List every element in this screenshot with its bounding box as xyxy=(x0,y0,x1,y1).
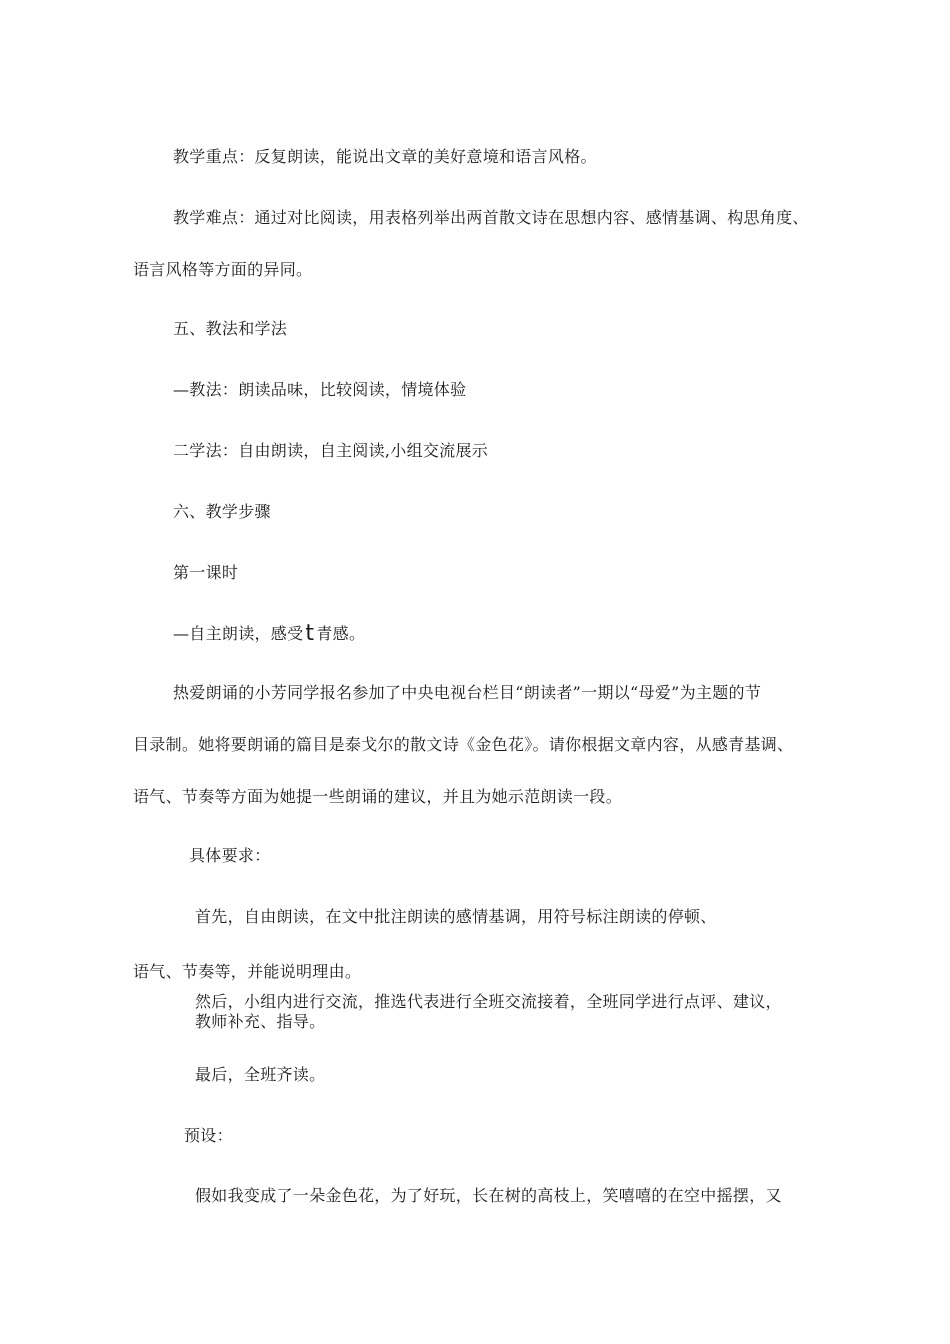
self-reading-text-a: —自主朗读，感受 xyxy=(173,624,304,643)
task-paragraph-line-1: 热爱朗诵的小芳同学报名参加了中央电视台栏目“朗读者”一期以“母爱”为主题的节 xyxy=(173,683,762,702)
self-reading-heading xyxy=(173,621,366,646)
teaching-difficulty-line-2: 语言风格等方面的异同。 xyxy=(133,260,313,279)
teaching-focus-line: 教学重点：反复朗读，能说出文章的美好意境和语言风格。 xyxy=(173,147,597,166)
task-paragraph-line-3: 语气、节奏等方面为她提一些朗诵的建议，并且为她示范朗读一段。 xyxy=(133,787,623,806)
step-then-line-2: 教师补充、指导。 xyxy=(195,1012,326,1031)
teaching-method-line: —教法：朗读品味，比较阅读，情境体验 xyxy=(173,380,467,399)
teaching-difficulty-line-1: 教学难点：通过对比阅读，用表格列举出两首散文诗在思想内容、感情基调、构思角度、 xyxy=(173,208,809,227)
first-lesson-heading: 第一课时 xyxy=(173,563,239,582)
preset-heading: 预设： xyxy=(184,1126,233,1145)
task-paragraph-line-2: 目录制。她将要朗诵的篇目是泰戈尔的散文诗《金色花》。请你根据文章内容，从感青基调、 xyxy=(133,735,794,754)
requirements-heading: 具体要求： xyxy=(189,846,271,865)
preset-text-line: 假如我变成了一朵金色花，为了好玩，长在树的高枝上，笑嘻嘻的在空中摇摆，又 xyxy=(195,1186,782,1205)
step-first-line-1: 首先，自由朗读，在文中批注朗读的感情基调，用符号标注朗读的停顿、 xyxy=(195,907,717,926)
section-five-heading: 五、教法和学法 xyxy=(173,319,288,338)
self-reading-text-b: 青感。 xyxy=(316,624,366,643)
section-six-heading: 六、教学步骤 xyxy=(173,502,271,521)
self-reading-stray-letter: t xyxy=(305,621,315,646)
step-finally-line: 最后，全班齐读。 xyxy=(195,1065,326,1084)
learning-method-line: 二学法：自由朗读，自主阅读,小组交流展示 xyxy=(173,441,489,460)
step-first-line-2: 语气、节奏等，并能说明理由。 xyxy=(133,962,362,981)
step-then-line-1: 然后，小组内进行交流，推选代表进行全班交流接着，全班同学进行点评、建议， xyxy=(195,992,782,1011)
